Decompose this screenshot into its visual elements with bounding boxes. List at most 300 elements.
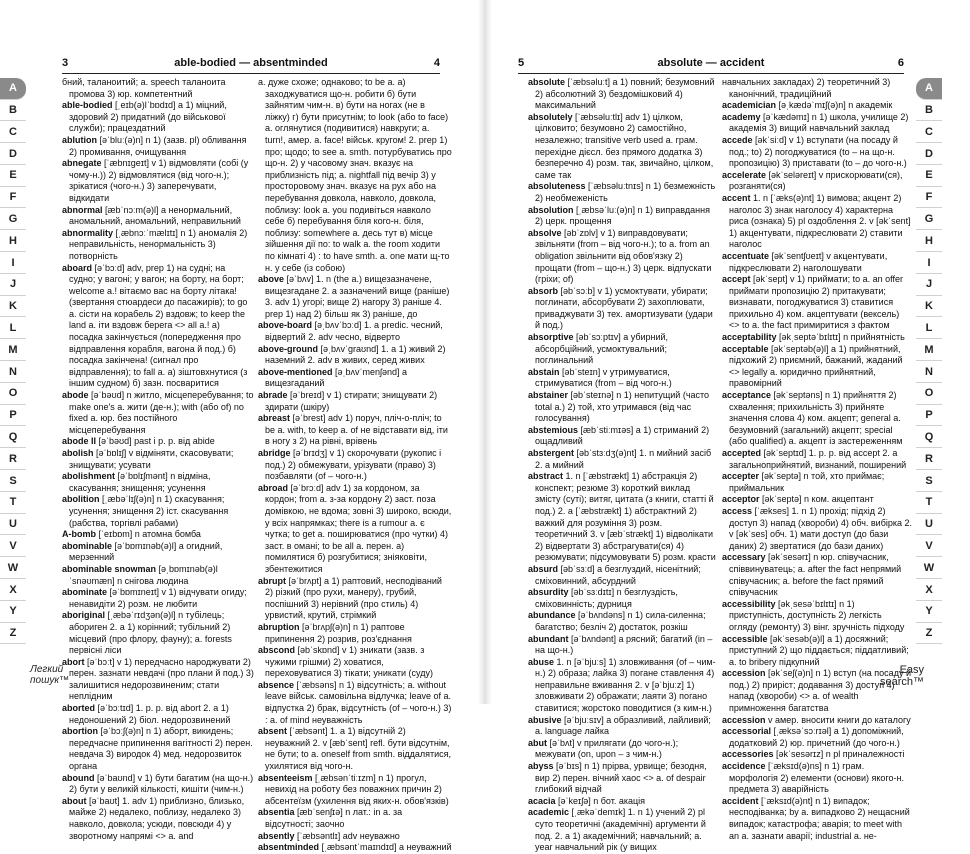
entry-definition: [əˈbɔːʃ(ə)n] n 1) аборт, викидень; передчасне припинення вагітності 2) перен. невдача 3) виродок 4) мед. недорозвиток органа bbox=[69, 726, 253, 772]
dictionary-entry bbox=[722, 390, 912, 448]
entry-headword: above-board bbox=[258, 320, 313, 331]
index-tab-c[interactable]: C bbox=[916, 122, 942, 144]
right-page-column-1 bbox=[528, 77, 716, 854]
index-tab-z[interactable]: Z bbox=[0, 623, 26, 645]
entry-headword: absurdity bbox=[528, 587, 569, 598]
entry-headword: accessorial bbox=[722, 726, 772, 737]
thumb-index-left bbox=[0, 78, 26, 645]
dictionary-entry bbox=[62, 494, 254, 529]
entry-definition: бний, таланоитий; a. speech таланоита промова 3) юр. компетентний bbox=[62, 77, 226, 99]
entry-headword: able-bodied bbox=[62, 100, 113, 111]
index-tab-m[interactable]: M bbox=[0, 340, 26, 362]
entry-definition: [əˈbɪs] n 1) прірва, урвище; безодня, вир 2) перен. вічний хаос <> a. of despair глибокий відчай bbox=[535, 761, 707, 795]
entry-headword: A-bomb bbox=[62, 529, 96, 540]
entry-headword: abundant bbox=[528, 633, 569, 644]
entry-definition: [əˈbɒmɪnəb(ə)l] a огидний, мерзенний bbox=[69, 540, 223, 563]
entry-definition: [ˌæksəˈsɔːrɪəl] a 1) допоміжний, додатковий 2) юр. причетний (до чого-н.) bbox=[729, 726, 904, 748]
entry-definition: [əˈbʌt] v прилягати (до чого-н.); межувати (on, upon – з чим-н.) bbox=[535, 737, 679, 760]
entry-definition: [əkˈseʃ(ə)n] n 1) вступ (на посаду й под.) 2) приріст; додавання 3) доступ 4) напад (хвороби) <> a. of wealth примноження багатства bbox=[729, 668, 911, 714]
dictionary-entry bbox=[258, 448, 452, 483]
dictionary-entry bbox=[258, 622, 452, 645]
entry-definition: [əˈbreɪd] v 1) стирати; знищувати 2) здирати (шкіру) bbox=[265, 390, 438, 412]
entry-definition: a. дуже схоже; однаково; to be a. a) заходжуватися що-н. робити б) бути зайнятим чим-н. в) бути на ногах (не в ліжку) г) бути присутнім; to look (або to face) a. оглянутися (подивитися) навкруги; a. turn!, амер. a. face! військ. кругом! 2. prep 1) про; щодо; to see a. smth. потурбуватись про що-н. 2) у часовому знач. вказує на приблизність під; a. nightfall під вечір 3) у просторовому знач. вказує на рух або на перебування довкола, навколо, довкола, поблизу: look a. you подивіться навколо себе б) перебування біля кого-н. біля, поблизу: somewhere a. десь тут в) місце зійшення дії по: to walk a. the room ходити по кімнаті 4) : to have smth. a. one мати щ-то н. у себе (із собою) bbox=[258, 77, 452, 273]
index-tab-i[interactable]: I bbox=[916, 252, 942, 274]
index-tab-j[interactable]: J bbox=[916, 274, 942, 296]
entry-definition: [əkˈsesərɪ] n юр. співучасник, співвинуватець; a. after the fact непрямий співучасник; a. before the fact прямий співучасник bbox=[729, 552, 902, 598]
right-page-header bbox=[518, 57, 904, 73]
entry-definition: [ˈæbnɪgeɪt] v 1) відмовляти (собі (у чому-н.)) 2) відмовлятися (від чого-н.); зрікатися (чого-н.) 3) заперечувати, відкидати bbox=[69, 158, 249, 203]
brand-logo-easy-search bbox=[880, 664, 924, 688]
dictionary-entry bbox=[722, 77, 912, 100]
entry-headword: abnormal bbox=[62, 204, 103, 215]
entry-headword: academy bbox=[722, 111, 761, 122]
entry-definition: [əˈkædəmɪ] n 1) школа, училище 2) академія 3) вищий навчальний заклад bbox=[729, 111, 909, 134]
index-tab-b[interactable]: B bbox=[916, 100, 942, 122]
entry-headword: abreast bbox=[258, 413, 291, 424]
entry-definition: [əkˌseptəˈbɪlɪtɪ] n прийнятність bbox=[776, 332, 905, 343]
entry-headword: absent bbox=[258, 726, 288, 737]
entry-definition: [əkˈseləreɪt] v прискорювати(ся), розганяти(ся) bbox=[729, 169, 903, 192]
dictionary-entry bbox=[258, 367, 452, 390]
index-tab-r[interactable]: R bbox=[916, 449, 942, 471]
dictionary-entry bbox=[722, 494, 912, 506]
entry-headword: absence bbox=[258, 679, 295, 690]
dictionary-entry bbox=[528, 796, 716, 808]
entry-definition: [əˈbəʊd] n житло, місцеперебування; to make one's a. жити (де-н.); with (або of) no fixed a. юр. без постійного місцеперебування bbox=[69, 390, 254, 435]
index-tab-s[interactable]: S bbox=[916, 470, 942, 492]
entry-definition: [əˈbrest] adv 1) поруч, пліч-о-пліч; to be a. with, to keep a. of не відставати від, іти в ногу з 2) на рівні, врівень bbox=[265, 413, 448, 447]
index-tab-y[interactable]: Y bbox=[0, 601, 26, 623]
entry-headword: accent bbox=[722, 192, 751, 203]
dictionary-entry bbox=[722, 135, 912, 170]
entry-headword: abridge bbox=[258, 448, 291, 458]
entry-headword: abstain bbox=[528, 366, 560, 377]
dictionary-entry bbox=[62, 390, 254, 436]
index-tab-q[interactable]: Q bbox=[916, 427, 942, 449]
dictionary-entry bbox=[528, 471, 716, 564]
index-tab-u[interactable]: U bbox=[916, 514, 942, 536]
index-tab-z[interactable]: Z bbox=[916, 623, 942, 645]
entry-definition: 1. n [ˈæbstrækt] 1) абстракція 2) конспект; резюме 3) короткий виклад змісту (суті); витяг, цитата (з книги, статті й под.) 2. a [ˈæbstrækt] 1) абстрактний 2) важкий для розуміння 3) розм. теоретичний 3. v [æbˈstrækt] 1) відволікати 2) відвертати 3) абстрагувати(ся) 4) резюмувати; підсумовувати 5) розм. красти bbox=[535, 471, 716, 563]
left-page-header bbox=[62, 57, 440, 73]
dictionary-entry bbox=[62, 228, 254, 263]
entry-definition: [əˈbɒmɪneɪt] v 1) відчувати огиду; ненавидіти 2) розм. не любити bbox=[69, 587, 247, 609]
index-tab-k[interactable]: K bbox=[0, 296, 26, 318]
entry-headword: accepter bbox=[722, 471, 760, 482]
index-tab-m[interactable]: M bbox=[916, 340, 942, 362]
dictionary-entry bbox=[258, 645, 452, 680]
entry-headword: accidence bbox=[722, 761, 766, 772]
dictionary-entry bbox=[258, 773, 452, 808]
brand-logo-legkyi-poshuk bbox=[30, 664, 69, 686]
entry-definition: [əˌbʌvˈbɔːd] 1. a predic. чесний, відвертий 2. adv чесно, відверто bbox=[265, 320, 443, 343]
entry-definition: [əbˈsɜːdɪtɪ] n безглуздість, сміховинність; дурниця bbox=[535, 587, 678, 609]
index-tab-r[interactable]: R bbox=[0, 449, 26, 471]
index-tab-v[interactable]: V bbox=[916, 536, 942, 558]
index-tab-o[interactable]: O bbox=[0, 383, 26, 405]
logo-line: Easy bbox=[899, 664, 925, 676]
dictionary-entry bbox=[258, 274, 452, 320]
index-tab-t[interactable]: T bbox=[916, 492, 942, 514]
dictionary-entry bbox=[722, 170, 912, 193]
entry-definition: [əkˈsesərɪz] n pl приналежності bbox=[773, 749, 905, 760]
entry-headword: access bbox=[722, 505, 753, 516]
index-tab-w[interactable]: W bbox=[0, 558, 26, 580]
entry-definition: [ˌæbsəˈluː(ə)n] n 1) виправдання 2) церк. прощення bbox=[535, 204, 710, 227]
dictionary-entry bbox=[62, 205, 254, 228]
entry-definition: [əˌbʌvˈgraʊnd] 1. a 1) живий 2) наземний 2. adv в живих, серед живих bbox=[265, 343, 446, 366]
index-tab-g[interactable]: G bbox=[916, 209, 942, 231]
index-tab-a[interactable]: A bbox=[916, 78, 942, 100]
dictionary-entry bbox=[528, 564, 716, 587]
entry-headword: accepted bbox=[722, 448, 762, 458]
dictionary-entry bbox=[722, 100, 912, 112]
entry-definition: [əˈbrʌpʃ(ə)n] n 1) раптове припинення 2) розрив, роз'єднання bbox=[265, 621, 412, 644]
entry-definition: [ˈæbsəntlɪ] adv неуважно bbox=[294, 830, 400, 841]
entry-definition: [əˈbjuːsɪv] a образливий, лайливий; a. language лайка bbox=[535, 714, 711, 737]
index-tab-p[interactable]: P bbox=[916, 405, 942, 427]
entry-headword: absorptive bbox=[528, 332, 574, 343]
entry-headword: about bbox=[62, 795, 87, 806]
index-tab-l[interactable]: L bbox=[916, 318, 942, 340]
entry-headword: abort bbox=[62, 656, 85, 667]
dictionary-entry bbox=[722, 332, 912, 344]
entry-headword: aboriginal bbox=[62, 610, 106, 621]
dictionary-entry bbox=[528, 112, 716, 182]
page-number-4: 4 bbox=[433, 57, 440, 69]
entry-headword: accessibility bbox=[722, 598, 776, 609]
dictionary-entry bbox=[62, 135, 254, 158]
entry-headword: absoluteness bbox=[528, 181, 586, 192]
dictionary-entry bbox=[722, 193, 912, 251]
entry-definition: [əbˈskɒnd] v 1) зникати (зазв. з чужими грішми) 2) ховатися, переховуватися 3) тікати; уникати (суду) bbox=[265, 645, 433, 679]
entry-headword: abut bbox=[528, 737, 547, 748]
entry-definition: [ˌæbsəntˈmaɪndɪd] a неуважний bbox=[319, 842, 452, 853]
entry-headword: abstract bbox=[528, 471, 564, 482]
right-page bbox=[490, 0, 970, 853]
index-tab-v[interactable]: V bbox=[0, 536, 26, 558]
entry-headword: accept bbox=[722, 274, 751, 285]
entry-definition: [əˈbaʊnd] v 1) бути багатим (на що-н.) 2) бути у великій кількості, кишіти (чим-н.) bbox=[69, 772, 254, 795]
entry-definition: [əˌbɒmɪnəb(ə)l ˈsnəʊmæn] n снігова людина bbox=[69, 563, 218, 586]
entry-headword: accessary bbox=[722, 552, 766, 563]
dictionary-entry bbox=[62, 587, 254, 610]
entry-headword: absenteeism bbox=[258, 772, 313, 783]
entry-definition: [əkˈseptəb(ə)l] a 1) прийнятний, підхожий 2) приємний, бажаний, жаданий <> legally a. юридично прийнятний, правомірний bbox=[729, 343, 903, 389]
dictionary-entry bbox=[258, 344, 452, 367]
entry-headword: abolition bbox=[62, 494, 100, 505]
entry-headword: abyss bbox=[528, 761, 554, 772]
entry-headword: accident bbox=[722, 795, 759, 806]
entry-headword: abruption bbox=[258, 621, 300, 632]
entry-definition: [ˈæbsəluːtnɪs] n 1) безмежність 2) необмеженість bbox=[535, 181, 716, 203]
dictionary-entry bbox=[528, 738, 716, 761]
index-tab-w[interactable]: W bbox=[916, 558, 942, 580]
entry-headword: abundance bbox=[528, 610, 576, 621]
dictionary-entry bbox=[62, 541, 254, 564]
entry-headword: abolish bbox=[62, 448, 94, 458]
dictionary-entry bbox=[258, 413, 452, 448]
dictionary-entry bbox=[528, 228, 716, 286]
index-tab-c[interactable]: C bbox=[0, 122, 26, 144]
entry-definition: [əˈbɔːd] adv, prep 1) на судні; на судно; у вагоні; у вагон; на борту, на борт; welcome a.! вітаємо вас на борту літака! (звертання стюардеси до пасажирів); to go a. сісти на корабель 2) вздовж; to keep the land a. іти вздовж берега <> all a.! а) посадка закінчується (попередження про відправлення корабля, вагона й под.) б) посадка закінчена! (сигнал про відправлення); to fall a. a) зіштовхнутися (з іншим судном) б) зазн. посваритися bbox=[69, 262, 248, 389]
dictionary-entry bbox=[528, 715, 716, 738]
dictionary-entry bbox=[528, 610, 716, 633]
dictionary-entry bbox=[528, 367, 716, 390]
dictionary-entry bbox=[722, 796, 912, 842]
logo-line: search™ bbox=[880, 676, 925, 688]
entry-headword: acacia bbox=[528, 795, 556, 806]
entry-definition: [əˈbəʊd] past і p. p. від abide bbox=[96, 436, 215, 447]
index-tab-e[interactable]: E bbox=[916, 165, 942, 187]
dictionary-entry bbox=[62, 796, 254, 842]
entry-definition: [əˈbʌndəns] n 1) сила-силенна; багатство; безліч 2) достаток, розкіш bbox=[535, 610, 706, 632]
entry-definition: [əkˌsesəˈbɪlɪtɪ] n 1) приступність, доступність 2) легкість огляду (ремонту) 3) вінг. зручність підходу bbox=[729, 598, 905, 632]
entry-definition: [əˈbɔːtɪd] 1. p. p. від abort 2. a 1) недоношений 2) біол. недорозвинений bbox=[69, 703, 231, 725]
index-tab-b[interactable]: B bbox=[0, 100, 26, 122]
entry-headword: accession bbox=[722, 714, 766, 725]
entry-definition: 1. n [ˈæks(ə)nt] 1) вимова; акцент 2) наголос 3) знак наголосу 4) характерна риса (ознака) 5) pl оздоблення 2. v [əkˈsent] 1) акцентувати, підкреслювати 2) ставити наголос bbox=[729, 192, 911, 250]
page-number-6: 6 bbox=[897, 57, 904, 69]
entry-headword: accentuate bbox=[722, 250, 770, 261]
index-tab-h[interactable]: H bbox=[916, 231, 942, 253]
entry-definition: [əˈbaʊt] 1. adv 1) приблизно, близько, майже 2) недалеко, поблизу, недалеко 3) навколо, довкола; усюди, повсюди 4) у зворотному напрямі <> a. and bbox=[69, 795, 245, 841]
dictionary-entry bbox=[62, 263, 254, 391]
entry-definition: [əˈkeɪʃə] n бот. акація bbox=[555, 795, 646, 806]
entry-headword: absolute bbox=[528, 77, 566, 87]
entry-definition: [əbˈzɒlv] v 1) виправдовувати; звільняти (from – від чого-н.); to a. from an obligation звільнити від обов'язку 2) прощати (from – що-н.) 3) церк. відпускати (гріхи; of) bbox=[535, 227, 712, 285]
index-tab-j[interactable]: J bbox=[0, 274, 26, 296]
entry-headword: absolve bbox=[528, 227, 562, 238]
dictionary-entry bbox=[258, 576, 452, 622]
entry-headword: abominable bbox=[62, 540, 113, 551]
left-page-column-1 bbox=[62, 77, 254, 842]
dictionary-entry bbox=[258, 77, 452, 274]
index-tab-k[interactable]: K bbox=[916, 296, 942, 318]
entry-headword: abscond bbox=[258, 645, 296, 656]
entry-definition: [ˈæbsənt] 1. a 1) відсутній 2) неуважний 2. v [æbˈsent] refl. бути відсутнім, не бути; to a. oneself from smth. віддалятися, ухилятися від чого-н. bbox=[265, 726, 452, 772]
entry-definition: [ˈæbsəluːtlɪ] adv 1) цілком, цілковито; безумовно 2) самостійно, незалежно; transitive verb used a. грам. перехідне дієсл. без прямого додатка 3) безперечно 4) розм. так, звичайно, цілком, саме так bbox=[535, 111, 714, 180]
entry-headword: above-mentioned bbox=[258, 366, 333, 377]
index-tab-e[interactable]: E bbox=[0, 165, 26, 187]
dictionary-entry bbox=[722, 274, 912, 332]
entry-headword: absentia bbox=[258, 807, 295, 818]
dictionary-entry bbox=[258, 390, 452, 413]
dictionary-entry bbox=[528, 448, 716, 471]
entry-definition: [əˈbrʌpt] a 1) раптовий, несподіваний 2) різкий (про рухи, манеру), грубий, поспішний 3) нерівний (про стиль) 4) урвистий, крутий, стрімкий bbox=[265, 575, 442, 621]
index-tab-a[interactable]: A bbox=[0, 78, 26, 100]
entry-definition: [əbˈsɜːd] a безглуздий, нісенітний; сміховинний, абсурдний bbox=[535, 563, 701, 586]
index-tab-o[interactable]: O bbox=[916, 383, 942, 405]
entry-definition: [əˈbɒlɪʃmənt] n відміна, скасування; знищення; усунення bbox=[69, 471, 211, 493]
entry-definition: [əkˈseptəns] n 1) прийняття 2) схвалення; прихильність 3) прийняте значення слова 4) ком. акцепт; general a. безумовний (загальний) акцепт; special (або qualified) a. акцепт із застереженням bbox=[729, 390, 903, 447]
entry-definition: [æbˈstiːmɪəs] a 1) стриманий 2) ощадливий bbox=[535, 424, 710, 447]
dictionary-entry bbox=[62, 158, 254, 204]
dictionary-entry bbox=[528, 286, 716, 332]
entry-headword: acceptance bbox=[722, 390, 772, 401]
index-tab-x[interactable]: X bbox=[916, 579, 942, 601]
dictionary-entry bbox=[258, 842, 452, 854]
entry-headword: abstemious bbox=[528, 424, 579, 435]
index-tab-u[interactable]: U bbox=[0, 514, 26, 536]
dictionary-entry bbox=[722, 599, 912, 634]
index-tab-n[interactable]: N bbox=[0, 361, 26, 383]
dictionary-entry bbox=[722, 344, 912, 390]
entry-headword: absolutely bbox=[528, 111, 573, 122]
entry-headword: accede bbox=[722, 134, 753, 145]
entry-headword: abstergent bbox=[528, 448, 575, 458]
index-tab-p[interactable]: P bbox=[0, 405, 26, 427]
entry-headword: acceptor bbox=[722, 494, 760, 505]
page-number-5: 5 bbox=[518, 57, 525, 69]
dictionary-entry bbox=[528, 657, 716, 715]
entry-definition: [əbˈsteɪn] v утримуватися, стримуватися (from – від чого-н.) bbox=[535, 366, 672, 389]
entry-headword: academician bbox=[722, 100, 777, 111]
entry-definition: [əˈbluː(ə)n] n 1) (зазв. pl) обливання 2) промивання, очищування bbox=[69, 134, 247, 157]
dictionary-entry bbox=[528, 205, 716, 228]
logo-line: Легкий bbox=[30, 664, 64, 675]
index-tab-g[interactable]: G bbox=[0, 209, 26, 231]
entry-definition: [ˈæbsəluːt] a 1) повний; безумовний 2) абсолютний 3) бездомішковий 4) максимальний bbox=[535, 77, 715, 111]
dictionary-entry bbox=[258, 726, 452, 772]
entry-definition: [əbˈsɔːb] v 1) усмоктувати, убирати; поглинати, абсорбувати 2) захоплювати, приваджувати 3) тех. амортизувати (удари й под.) bbox=[535, 285, 713, 331]
index-tab-q[interactable]: Q bbox=[0, 427, 26, 449]
dictionary-entry bbox=[258, 483, 452, 576]
entry-headword: abound bbox=[62, 772, 95, 783]
left-page-column-2 bbox=[258, 77, 452, 854]
entry-headword: acceptability bbox=[722, 332, 777, 343]
entry-headword: abuse bbox=[528, 656, 555, 667]
entry-headword: academic bbox=[528, 807, 570, 818]
dictionary-entry bbox=[528, 390, 716, 425]
dictionary-entry bbox=[62, 100, 254, 135]
index-tab-l[interactable]: L bbox=[0, 318, 26, 340]
entry-definition: [əˈbɔːt] v 1) передчасно народжувати 2) перен. зазнати невдачі (про плани й под.) 3) залишитися недорозвиненим; стати неплідним bbox=[69, 656, 254, 702]
entry-headword: abode bbox=[62, 390, 89, 401]
index-tab-x[interactable]: X bbox=[0, 579, 26, 601]
index-tab-n[interactable]: N bbox=[916, 361, 942, 383]
dictionary-entry bbox=[258, 680, 452, 726]
dictionary-entry bbox=[722, 251, 912, 274]
dictionary-entry bbox=[528, 587, 716, 610]
header-rule bbox=[518, 73, 904, 74]
dictionary-entry bbox=[62, 436, 254, 448]
dictionary-entry bbox=[722, 471, 912, 494]
dictionary-entry bbox=[62, 471, 254, 494]
dictionary-entry bbox=[528, 807, 716, 853]
page-number-3: 3 bbox=[62, 57, 69, 69]
dictionary-entry bbox=[62, 657, 254, 703]
entry-definition: [æbˈnɔːm(ə)l] a ненормальний, аномальний, аномальний, неправильний bbox=[69, 204, 241, 227]
entry-headword: abominable snowman bbox=[62, 563, 157, 574]
entry-headword: accessible bbox=[722, 633, 768, 644]
index-tab-d[interactable]: D bbox=[0, 143, 26, 165]
dictionary-entry bbox=[62, 564, 254, 587]
entry-definition: [ˈeɪbɒm] n атомна бомба bbox=[96, 529, 201, 540]
entry-headword: abnormality bbox=[62, 227, 114, 238]
entry-definition: [əbˈstɜːdʒ(ə)nt] 1. n мийний засіб 2. a мийний bbox=[535, 448, 712, 470]
entry-definition: [ˌæbəˈrɪdʒən(ə)l] n тубілець; абориген 2. a 1) корінний; тубільний 2) місцевий (про флору, фауну); a. forests первісні ліси bbox=[69, 610, 232, 656]
dictionary-entry bbox=[722, 749, 912, 761]
entry-definition: [ˈæksɪd(ə)ns] n 1) грам. морфологія 2) елементи (основи) якого-н. предмета 3) аварійність bbox=[729, 761, 904, 795]
entry-headword: acceptable bbox=[722, 343, 769, 354]
right-page-column-2 bbox=[722, 77, 912, 842]
dictionary-entry bbox=[722, 761, 912, 796]
entry-headword: accessories bbox=[722, 749, 774, 760]
entry-headword: above bbox=[258, 274, 285, 285]
entry-definition: [ˌæbsənˈtiːɪzm] n 1) прогул, невихід на роботу без поважних причин 2) абсентеїзм (ухилення від яких-н. обов'язків) bbox=[265, 772, 449, 806]
entry-definition: [ˌæbnɔːˈmælɪtɪ] n 1) аномалія 2) неправильність, ненормальність 3) потворність bbox=[69, 227, 248, 261]
entry-headword: abode II bbox=[62, 436, 97, 447]
index-tab-h[interactable]: H bbox=[0, 231, 26, 253]
entry-definition: [əkˈsiːd] v 1) вступати (на посаду й под.; to) 2) погоджуватися (to – на що-н. пропозицію) 3) приставати (to – до чого-н.) bbox=[729, 134, 907, 169]
dictionary-entry bbox=[528, 761, 716, 796]
entry-definition: [əkˈseptə] n ком. акцептант bbox=[759, 494, 874, 505]
entry-definition: [əˈbɒlɪʃ] v відміняти, скасовувати; знищувати; усувати bbox=[69, 448, 234, 470]
entry-definition: [əkˈseptɪd] 1. p. p. від accept 2. a загальноприйнятий, визнаний, поширений bbox=[729, 448, 907, 470]
entry-headword: abrupt bbox=[258, 575, 286, 586]
index-tab-d[interactable]: D bbox=[916, 143, 942, 165]
dictionary-entry bbox=[258, 831, 452, 843]
entry-definition: навчальних закладах) 2) теоретичний 3) канонічний, традиційний bbox=[722, 77, 891, 99]
entry-headword: accelerate bbox=[722, 169, 767, 180]
entry-definition: [əˈbʌndənt] a рясний; багатий (in – на що-н.) bbox=[535, 633, 713, 656]
entry-definition: [ˌeɪb(ə)lˈbɒdɪd] a 1) міцний, здоровий 2) придатний (до військової служби); працездатний bbox=[69, 100, 227, 134]
index-tab-s[interactable]: S bbox=[0, 470, 26, 492]
dictionary-entry bbox=[722, 506, 912, 552]
entry-definition: [əˈbrɪdʒ] v 1) скорочувати (рукопис і под.) 2) обмежувати, урізувати (право) 3) позбавляти (of – чого-н.) bbox=[265, 448, 442, 482]
dictionary-entry bbox=[528, 181, 716, 204]
entry-headword: absurd bbox=[528, 563, 559, 574]
index-tab-y[interactable]: Y bbox=[916, 601, 942, 623]
dictionary-entry bbox=[528, 425, 716, 448]
entry-definition: [ˈæbsəns] n 1) відсутність; a. without leave військ. самовільна відлучка; leave of a. відпустка 2) брак, відсутність (of – чого-н.) 3) : a. of mind неуважність bbox=[265, 679, 452, 725]
index-tab-t[interactable]: T bbox=[0, 492, 26, 514]
dictionary-entry bbox=[62, 448, 254, 471]
index-tab-f[interactable]: F bbox=[0, 187, 26, 209]
dictionary-entry bbox=[722, 715, 912, 727]
thumb-index-right bbox=[916, 78, 942, 645]
entry-definition: [əkˈseptə] n той, хто приймає; приймальник bbox=[729, 471, 885, 493]
dictionary-entry bbox=[62, 726, 254, 772]
index-tab-i[interactable]: I bbox=[0, 252, 26, 274]
dictionary-entry bbox=[258, 320, 452, 343]
left-page bbox=[0, 0, 480, 853]
entry-definition: [əˈbrɔːd] adv 1) за кордоном, за кордон; from a. з-за кордону 2) заст. поза домівкою, не вдома; зовні 3) широко, всюди, у всіх напрямках; there is a rumour a. є чутка; to get a. поширюватися (про чутки) 4) заст. в омані; to be all a. перен. a) помилятися б) розгубитися; знiяковіти, збентежитися bbox=[265, 482, 452, 574]
entry-headword: abortion bbox=[62, 726, 98, 737]
entry-definition: v амер. вносити книги до каталогу bbox=[765, 714, 911, 725]
dictionary-entry bbox=[722, 552, 912, 598]
entry-definition: [əkˈsesəb(ə)l] a 1) досяжний; приступний 2) що піддається; піддатливий; a. to bribery підкупний bbox=[729, 633, 909, 667]
entry-headword: aboard bbox=[62, 262, 93, 273]
dictionary-entry bbox=[62, 703, 254, 726]
dictionary-entry bbox=[722, 112, 912, 135]
entry-definition: [ˌækəˈdemɪk] 1. n 1) учений 2) pl суто теоретичні (академічні) аргументи й под. 2. a 1) академічний; навчальний; a. year навчальний рік (у вищих bbox=[535, 807, 706, 853]
logo-line: пошук™ bbox=[30, 675, 70, 686]
entry-definition: [əkˈsept] v 1) приймати; to a. an offer приймати пропозицію 2) притакувати; визнавати, погоджуватися 3) ставитися прихильно 4) ком. акцептувати (вексель) <> to a. the fact примиритися з фактом bbox=[729, 274, 903, 331]
entry-headword: ablution bbox=[62, 134, 97, 145]
entry-definition: [əˈbʌv] 1. n (the a.) вищезазначене, вищезгадане 2. a зазначений вище (раніше) 3. adv 1) угорі; вище 2) нагору 3) раніше 4. prep 1) над 2) більш як 3) раніше, до bbox=[265, 274, 450, 319]
dictionary-entry bbox=[528, 77, 716, 112]
index-tab-f[interactable]: F bbox=[916, 187, 942, 209]
entry-headword: abrade bbox=[258, 390, 288, 401]
entry-headword: abnegate bbox=[62, 158, 102, 169]
right-page-title: absolute — accident bbox=[657, 57, 765, 69]
entry-headword: aborted bbox=[62, 703, 96, 714]
entry-definition: [ˈæksɪd(ə)nt] n 1) випадок; несподіванка; by a. випадково 2) нещасний випадок; катастрофа; аварія; to meet with an a. зазнати аварії; industrial a. не- bbox=[729, 795, 910, 841]
left-page-title: able-bodied — absentminded bbox=[174, 57, 328, 69]
entry-definition: [ˈækses] 1. n 1) прохід; підхід 2) доступ 3) напад (хвороби) 4) обч. вибірка 2. v [əkˈses] обч. 1) мати доступ (до бази даних) 2) звертатися (до бази даних) bbox=[729, 505, 913, 551]
